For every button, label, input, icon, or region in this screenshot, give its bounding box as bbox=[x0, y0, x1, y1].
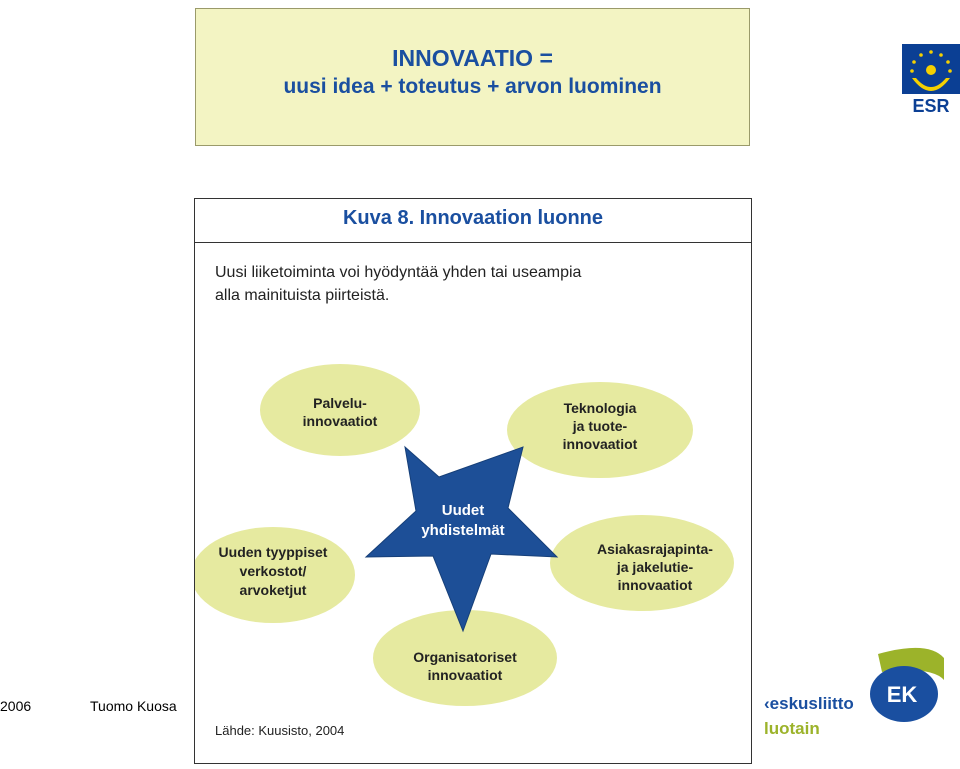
node-label-network-2: verkostot/ bbox=[239, 563, 307, 579]
figure-title: Kuva 8. Innovaation luonne bbox=[342, 207, 604, 229]
node-label-customer-2: ja jakelutie- bbox=[616, 559, 694, 575]
node-label-service-2: innovaatiot bbox=[302, 413, 378, 429]
node-label-organisational-2: innovaatiot bbox=[427, 667, 503, 683]
footer-author: Tuomo Kuosa bbox=[90, 698, 177, 714]
node-label-organisational-1: Organisatoriset bbox=[413, 649, 517, 665]
center-label-line-2: yhdistelmät bbox=[421, 522, 505, 539]
ek-logo bbox=[868, 646, 946, 724]
node-label-service-1: Palvelu- bbox=[313, 395, 367, 411]
node-label-technology-1: Teknologia bbox=[563, 400, 637, 416]
node-label-technology-3: innovaatiot bbox=[562, 436, 638, 452]
node-label-customer-1: Asiakasrajapinta- bbox=[597, 541, 713, 557]
formula-equation: uusi idea + toteutus + arvon luominen bbox=[283, 75, 662, 98]
node-label-network-1: Uuden tyyppiset bbox=[218, 544, 328, 560]
intro-line-1: Uusi liiketoiminta voi hyödyntää yhden tai useampia bbox=[215, 264, 582, 281]
center-label-line-1: Uudet bbox=[441, 502, 485, 519]
footer-year: 2006 bbox=[0, 698, 32, 714]
innovation-diagram bbox=[195, 199, 753, 765]
center-star bbox=[366, 447, 557, 631]
ek-org-name: ‹eskusliitto bbox=[764, 694, 854, 713]
ek-org-subtitle: luotain bbox=[764, 719, 820, 738]
formula-box bbox=[195, 8, 750, 146]
esr-logo-text: ESR bbox=[912, 96, 950, 116]
figure-source: Lähde: Kuusisto, 2004 bbox=[215, 723, 345, 738]
esr-logo bbox=[902, 44, 960, 116]
ek-logo-text: EK bbox=[886, 682, 918, 707]
node-label-network-3: arvoketjut bbox=[239, 582, 307, 598]
intro-line-2: alla mainituista piirteistä. bbox=[215, 287, 390, 304]
node-label-customer-3: innovaatiot bbox=[617, 577, 693, 593]
figure-box bbox=[194, 198, 752, 764]
node-label-technology-2: ja tuote- bbox=[572, 418, 628, 434]
formula-title: INNOVAATIO = bbox=[392, 45, 553, 71]
